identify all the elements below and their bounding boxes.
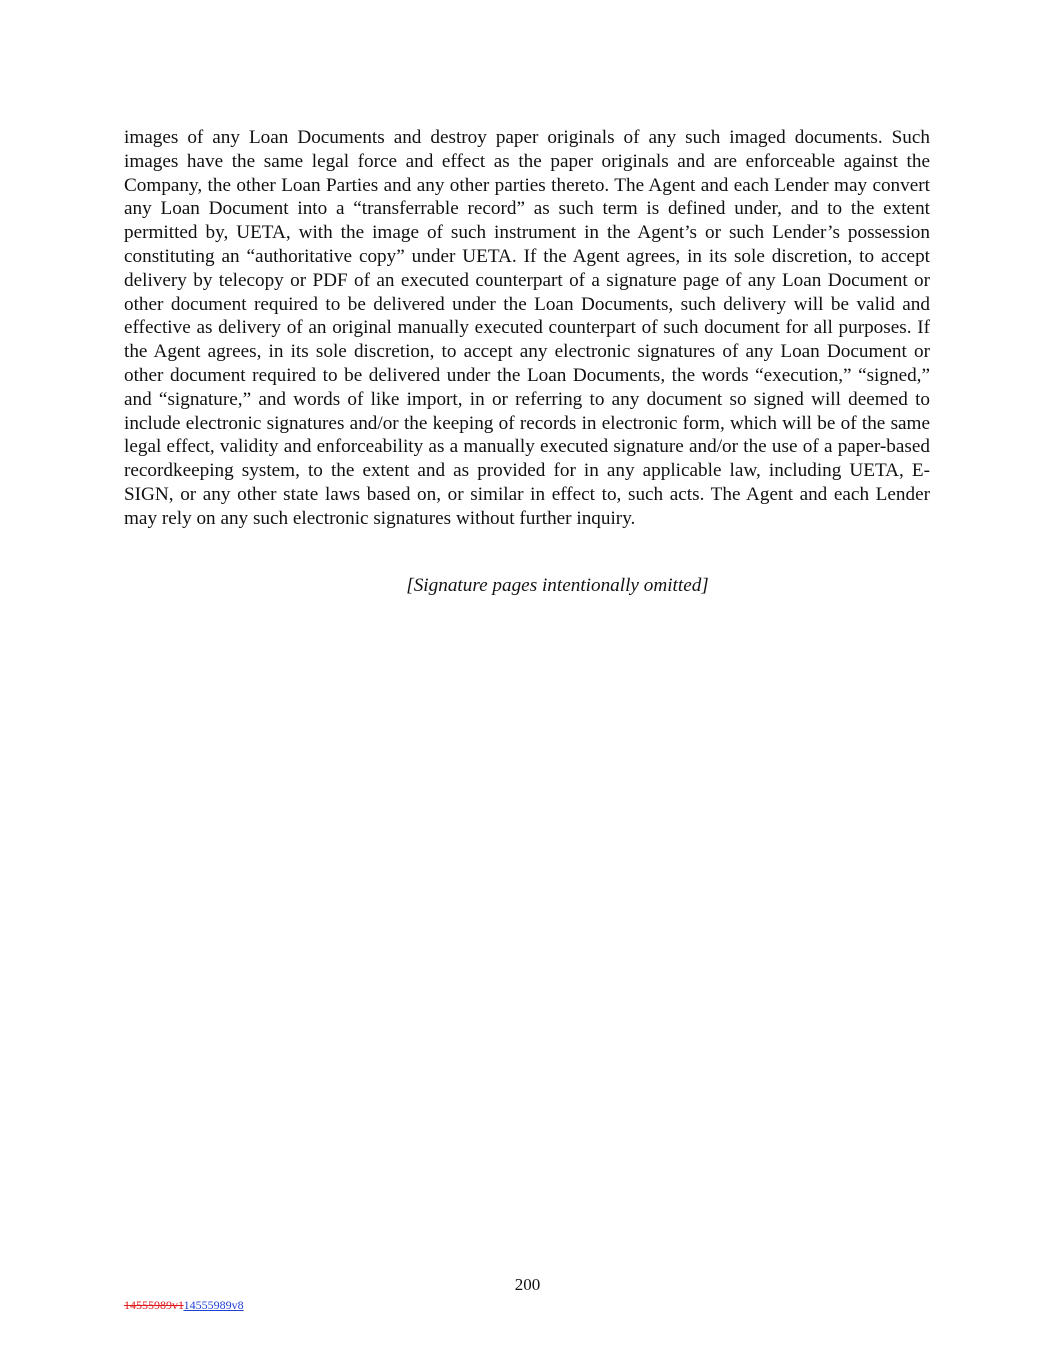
signature-pages-note: [Signature pages intentionally omitted] bbox=[406, 575, 709, 596]
body-paragraph: images of any Loan Documents and destroy paper originals of any such imaged documents. Such images have the same legal force and effect as the paper originals and are enforceable against the Company, the other Loan Parties and any other parties thereto. The Agent and each Lender may convert any Loan Document into a “transferrable record” as such term is defined under, and to the extent permitted by, UETA, with the image of such instrument in the Agent’s or such Lender’s possession constituting an “authoritative copy” under UETA. If the Agent agrees, in its sole discretion, to accept delivery by telecopy or PDF of an executed counterpart of a signature page of any Loan Document or other document required to be delivered under the Loan Documents, such delivery will be valid and effective as delivery of an original manually executed counterpart of such document for all purposes. If the Agent agrees, in its sole discretion, to accept any electronic signatures of any Loan Document or other document required to be delivered under the Loan Documents, the words “execution,” “signed,” and “signature,” and words of like import, in or referring to any document so signed will deemed to include electronic signatures and/or the keeping of records in electronic form, which will be of the same legal effect, validity and enforceability as a manually executed signature and/or the use of a paper-based recordkeeping system, to the extent and as provided for in any applicable law, including UETA, E-SIGN, or any other state laws based on, or similar in effect to, such acts. The Agent and each Lender may rely on any such electronic signatures without further inquiry. bbox=[124, 127, 930, 529]
document-id-inserted[interactable]: 14555989v8 bbox=[183, 1298, 244, 1312]
document-id bbox=[124, 1297, 244, 1313]
page-number: 200 bbox=[514, 1275, 541, 1294]
document-id-deleted: 14555989v1 bbox=[124, 1298, 184, 1312]
